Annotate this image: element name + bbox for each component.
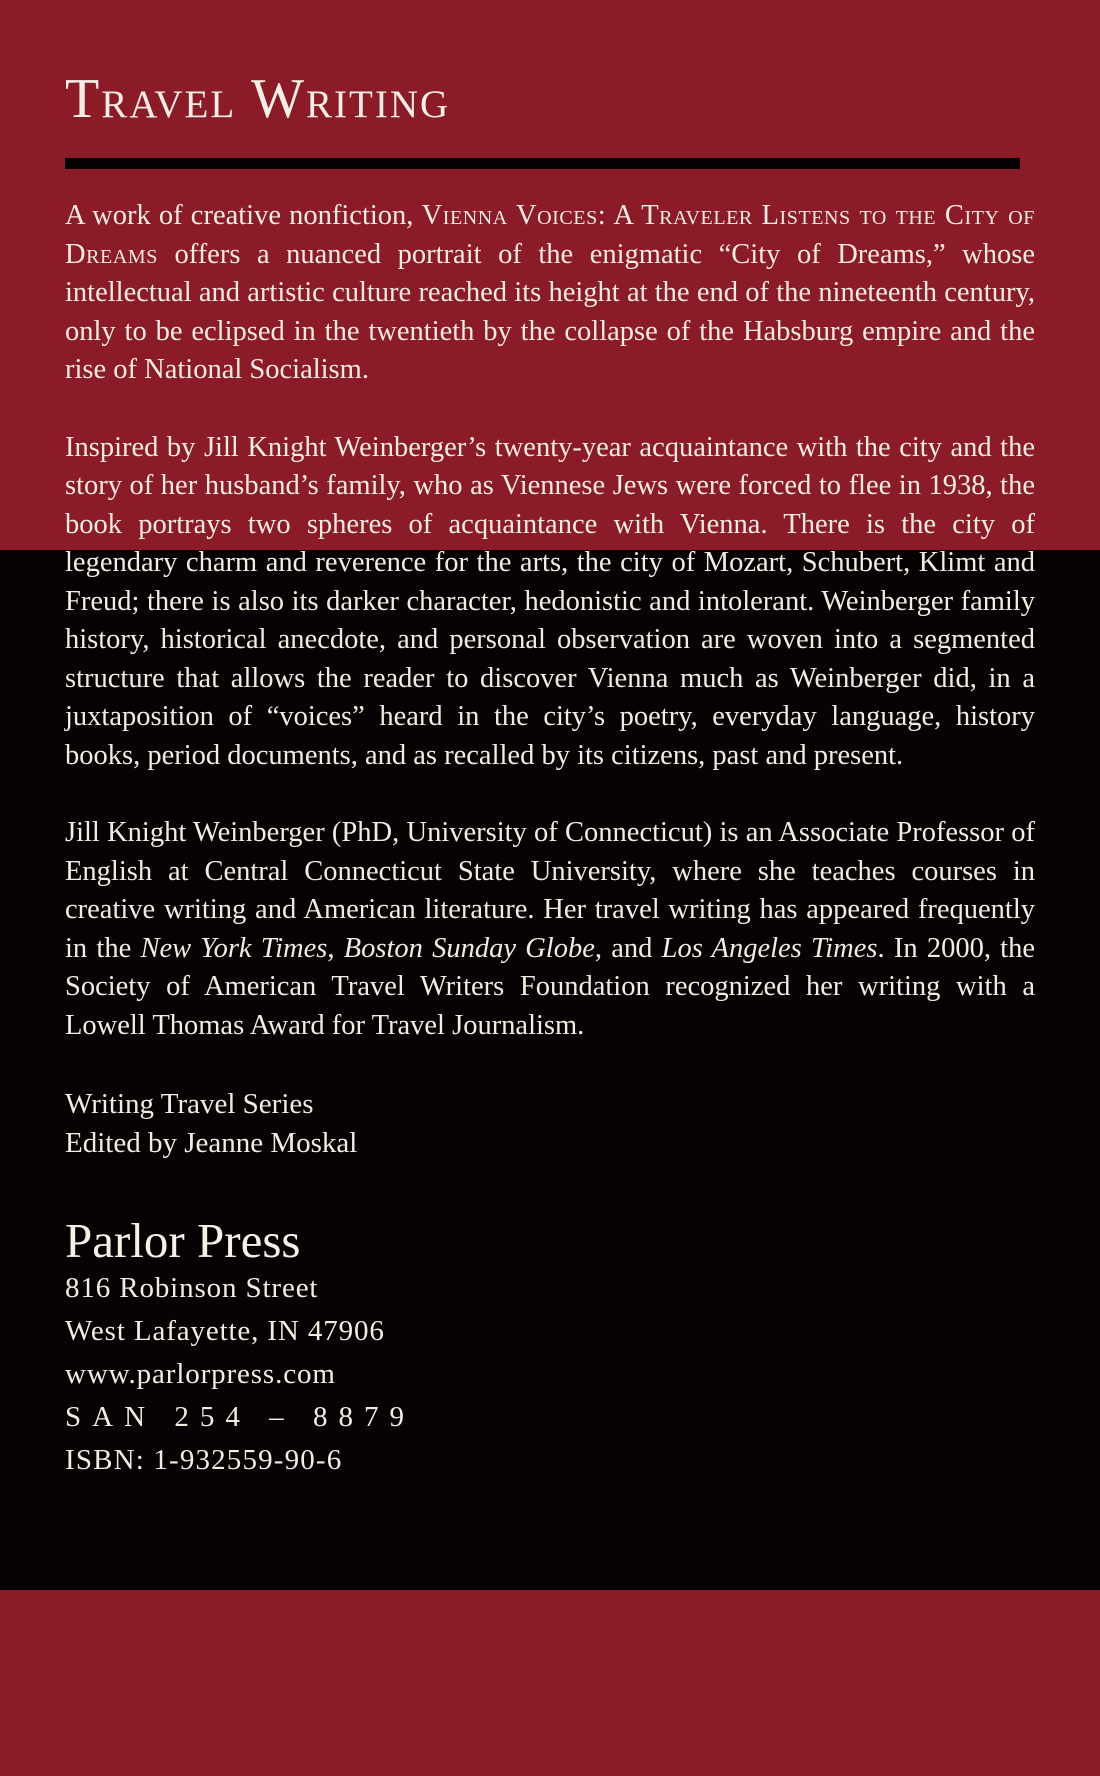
synopsis-paragraph	[65, 197, 1035, 390]
paragraph-text: A work of creative nonfiction,	[65, 200, 422, 231]
paragraph-text: Jill Knight Weinberger (PhD, University of Connecticut) is an Associate Professor of English at Central Connecticut State University, where she teaches courses in creative writing and American literature. Her travel writing has appeared frequently in the	[65, 817, 1035, 964]
publication-name-new-york-times: New York Times	[140, 932, 328, 964]
paragraph-text: . In 2000, the Society of American Travel Writers Foundation recognized her writing with a Lowell Thomas Award for Travel Journalism.	[65, 932, 1035, 1041]
book-title: Vienna Voices: A Traveler Listens to the City of Dreams	[65, 200, 1035, 270]
series-title: Writing Travel Series	[65, 1088, 314, 1120]
author-bio-paragraph	[65, 814, 1035, 1045]
category-title: Travel Writing	[65, 68, 451, 130]
publication-name-los-angeles-times: Los Angeles Times	[661, 932, 878, 964]
publisher-isbn: ISBN: 1-932559-90-6	[65, 1444, 343, 1476]
series-block	[65, 1085, 1035, 1163]
cover-content	[65, 0, 1035, 1482]
divider-rule	[65, 158, 1020, 169]
series-editor: Edited by Jeanne Moskal	[65, 1127, 358, 1159]
paragraph-text: offers a nuanced portrait of the enigmatic “City of Dreams,” whose intellectual and artistic culture reached its height at the end of the nineteenth century, only to be eclipsed in the twentieth by the collapse of the Habsburg empire and the rise of National Socialism.	[65, 238, 1035, 385]
paragraph-text: ,	[327, 932, 344, 964]
publisher-block	[65, 1215, 1035, 1482]
description-paragraph: Inspired by Jill Knight Weinberger’s twenty-year acquaintance with the city and the story of her husband’s family, who as Viennese Jews were forced to flee in 1938, the book portrays two spheres of acquaintance with Vienna. There is the city of legendary charm and reverence for the arts, the city of Mozart, Schubert, Klimt and Freud; there is also its darker character, hedonistic and intolerant. Weinberger family history, historical anecdote, and personal observation are woven into a segmented structure that allows the reader to discover Vienna much as Weinberger did, in a juxtaposition of “voices” heard in the city’s poetry, everyday language, history books, period documents, and as recalled by its citizens, past and present.	[65, 431, 1035, 771]
publisher-website: www.parlorpress.com	[65, 1358, 336, 1390]
publication-name-boston-sunday-globe: Boston Sunday Globe	[343, 932, 595, 964]
publisher-name: Parlor Press	[65, 1213, 301, 1268]
paragraph-text: , and	[594, 932, 662, 964]
publisher-san: SAN 254 – 8879	[65, 1401, 416, 1433]
publisher-city: West Lafayette, IN 47906	[65, 1315, 385, 1347]
publisher-street: 816 Robinson Street	[65, 1272, 319, 1304]
